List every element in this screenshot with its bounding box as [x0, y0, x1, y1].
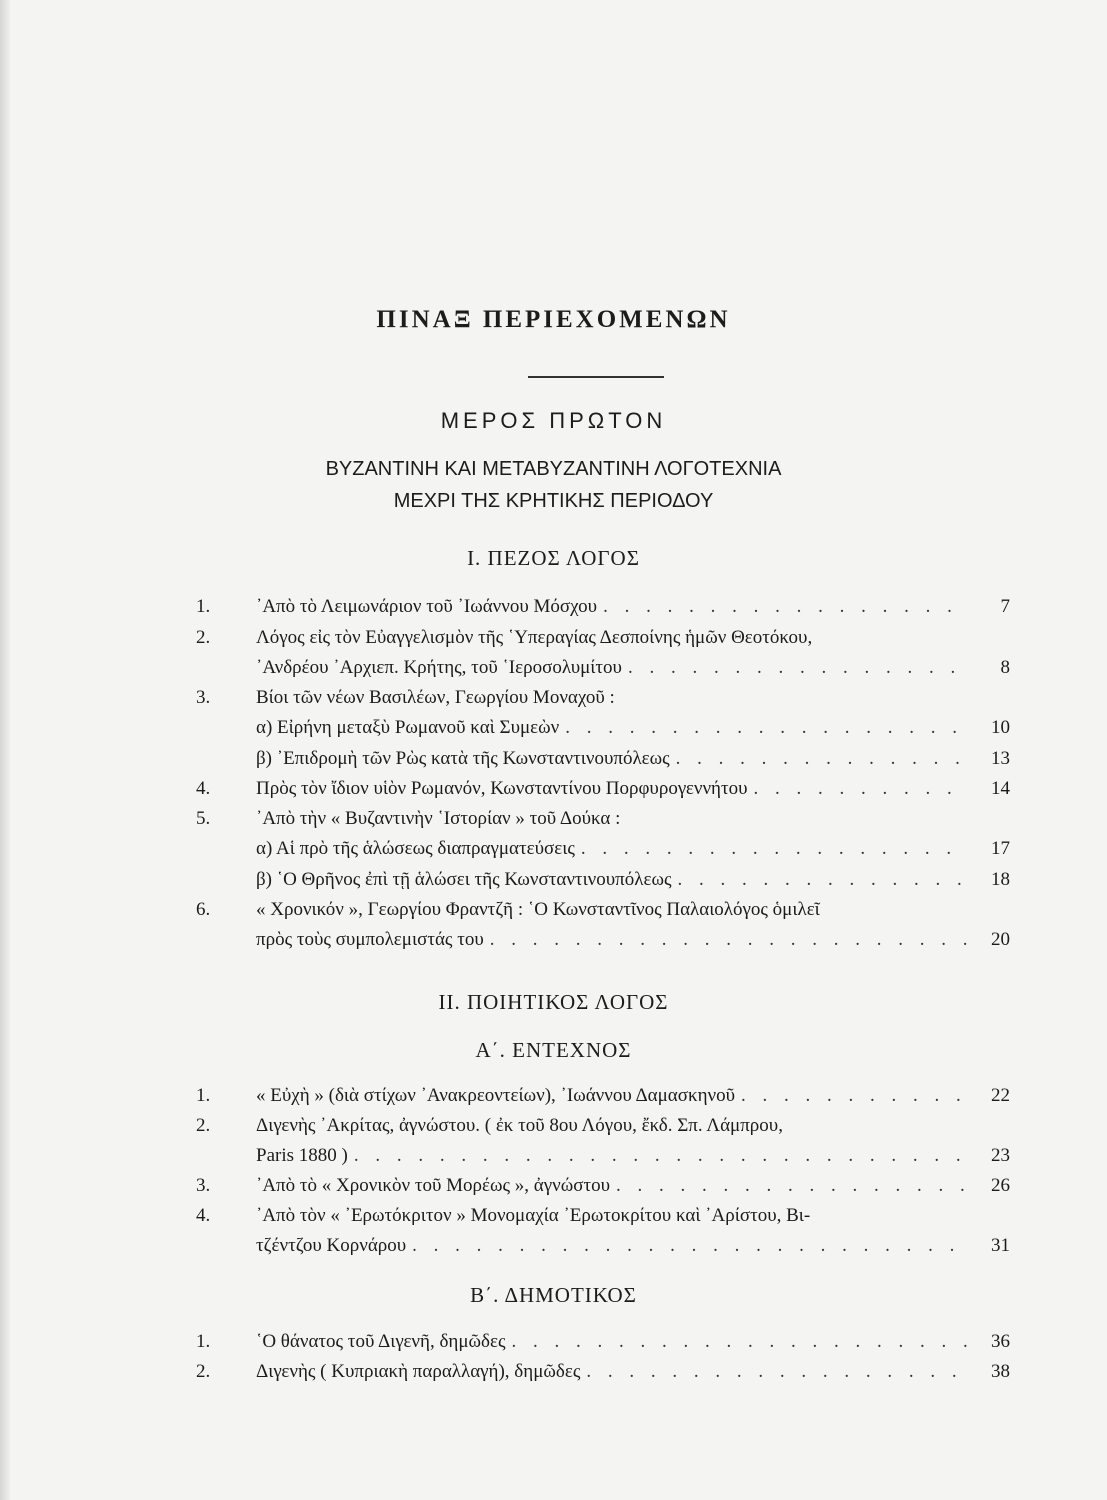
entry-number: 2.	[196, 1361, 211, 1382]
subsection-heading-dimotikos: Β΄. ΔΗΜΟΤΙΚΟΣ	[470, 1283, 637, 1307]
entry-title: ᾿Απὸ τὸ « Χρονικὸν τοῦ Μορέως », ἀγνώστου	[256, 1175, 611, 1196]
entry-page: 31	[991, 1235, 1010, 1256]
dot-leader	[754, 778, 968, 800]
entry-number: 2.	[196, 1115, 211, 1136]
entry-page: 8	[1000, 657, 1010, 678]
page-title: ΠΙΝΑΞ ΠΕΡΙΕΧΟΜΕΝΩΝ	[376, 306, 731, 333]
subentry-title: β) ῾Ο Θρῆνος ἐπὶ τῇ ἁλώσει τῆς Κωνσταντινουπόλεως	[256, 869, 672, 890]
toc-entry-continuation	[256, 657, 1010, 687]
entry-number: 3.	[196, 687, 211, 708]
entry-page: 36	[991, 1331, 1010, 1352]
toc-subentry	[256, 869, 1010, 899]
entry-title: Διγενὴς ( Κυπριακὴ παραλλαγή), δημῶδες	[256, 1361, 581, 1382]
entry-number: 4.	[196, 778, 211, 799]
entry-title: Βίοι τῶν νέων Βασιλέων, Γεωργίου Μοναχοῦ :	[256, 687, 615, 708]
entry-title: ᾿Απὸ τὸ Λειμωνάριον τοῦ ᾿Ιωάννου Μόσχου	[256, 596, 598, 617]
entry-title: ᾿Απὸ τὸν « ᾿Ερωτόκριτον » Μονομαχία ᾿Ερωτοκρίτου καὶ ᾿Αρίστου, Βι-	[256, 1205, 811, 1226]
section-heading-prose: I. ΠΕΖΟΣ ΛΟΓΟΣ	[467, 546, 640, 570]
toc-entry	[196, 1361, 1010, 1391]
dot-leader	[628, 657, 968, 679]
toc-entry	[196, 1175, 1010, 1205]
toc-entry	[196, 596, 1010, 626]
dot-leader	[678, 869, 969, 891]
entry-number: 1.	[196, 1331, 211, 1352]
dot-leader	[412, 1235, 968, 1257]
entry-title: Λόγος εἰς τὸν Εὐαγγελισμὸν τῆς ῾Υπεραγίας Δεσποίνης ἡμῶν Θεοτόκου,	[256, 627, 813, 648]
dot-leader	[581, 838, 968, 860]
toc-entry-continuation	[256, 929, 1010, 959]
entry-page: 23	[991, 1145, 1010, 1166]
dot-leader	[603, 596, 968, 618]
entry-title-cont: Paris 1880 )	[256, 1145, 348, 1166]
entry-page: 14	[991, 778, 1010, 799]
entry-number: 1.	[196, 1085, 211, 1106]
entry-page: 10	[991, 717, 1010, 738]
entry-page: 17	[991, 838, 1010, 859]
dot-leader	[512, 1331, 969, 1353]
toc-entry	[196, 1205, 1010, 1235]
entry-page: 20	[991, 929, 1010, 950]
dot-leader	[616, 1175, 968, 1197]
toc-entry-continuation	[256, 1235, 1010, 1265]
dot-leader	[354, 1145, 968, 1167]
entry-page: 18	[991, 869, 1010, 890]
toc-entry-continuation	[256, 1145, 1010, 1175]
entry-number: 6.	[196, 899, 211, 920]
subentry-title: α) Εἰρήνη μεταξὺ Ρωμανοῦ καὶ Συμεὼν	[256, 717, 560, 738]
toc-subentry	[256, 717, 1010, 747]
toc-entry	[196, 1115, 1010, 1145]
entry-title: ᾿Απὸ τὴν « Βυζαντινὴν ῾Ιστορίαν » τοῦ Δούκα :	[256, 808, 621, 829]
toc-entry	[196, 808, 1010, 838]
entry-page: 13	[991, 748, 1010, 769]
entry-page: 38	[991, 1361, 1010, 1382]
toc-entry	[196, 687, 1010, 717]
entry-title-cont: πρὸς τοὺς συμπολεμιστάς του	[256, 929, 484, 950]
part-subtitle-line2: ΜΕΧΡΙ ΤΗΣ ΚΡΗΤΙΚΗΣ ΠΕΡΙΟΔΟΥ	[393, 490, 714, 512]
toc-subentry	[256, 838, 1010, 868]
entry-page: 7	[1000, 596, 1010, 617]
subsection-heading-entechnos: Α΄. ΕΝΤΕΧΝΟΣ	[475, 1038, 632, 1062]
entry-title: « Εὐχὴ » (διὰ στίχων ᾿Ανακρεοντείων), ᾿Ιωάννου Δαμασκηνοῦ	[256, 1085, 736, 1106]
toc-entry	[196, 778, 1010, 808]
entry-number: 4.	[196, 1205, 211, 1226]
dot-leader	[586, 1361, 968, 1383]
entry-title: ῾Ο θάνατος τοῦ Διγενῆ, δημῶδες	[256, 1331, 506, 1352]
entry-number: 3.	[196, 1175, 211, 1196]
entry-number: 5.	[196, 808, 211, 829]
entry-page: 22	[991, 1085, 1010, 1106]
entry-title: « Χρονικόν », Γεωργίου Φραντζῆ : ῾Ο Κωνσταντῖνος Παλαιολόγος ὁμιλεῖ	[256, 899, 820, 920]
section-heading-poetry: II. ΠΟΙΗΤΙΚΟΣ ΛΟΓΟΣ	[438, 990, 669, 1014]
entry-page: 26	[991, 1175, 1010, 1196]
page-edge-shadow	[0, 0, 10, 1500]
entry-title: Διγενὴς ᾿Ακρίτας, ἀγνώστου. ( ἐκ τοῦ 8ου Λόγου, ἔκδ. Σπ. Λάμπρου,	[256, 1115, 783, 1136]
dot-leader	[741, 1085, 968, 1107]
dot-leader	[565, 717, 968, 739]
toc-entry	[196, 1085, 1010, 1115]
dot-leader	[676, 748, 968, 770]
toc-subentry	[256, 748, 1010, 778]
part-subtitle-line1: ΒΥΖΑΝΤΙΝΗ ΚΑΙ ΜΕΤΑΒΥΖΑΝΤΙΝΗ ΛΟΓΟΤΕΧΝΙΑ	[325, 458, 782, 480]
entry-title: Πρὸς τὸν ἴδιον υἱὸν Ρωμανόν, Κωνσταντίνου Πορφυρογεννήτου	[256, 778, 748, 799]
toc-entry	[196, 899, 1010, 929]
entry-title-cont: τζέντζου Κορνάρου	[256, 1235, 407, 1256]
subentry-title: β) ᾿Επιδρομὴ τῶν Ρὼς κατὰ τῆς Κωνσταντινουπόλεως	[256, 748, 670, 769]
toc-entry	[196, 1331, 1010, 1361]
part-title: ΜΕΡΟΣ ΠΡΩΤΟΝ	[440, 408, 667, 433]
subentry-title: α) Αἱ πρὸ τῆς ἁλώσεως διαπραγματεύσεις	[256, 838, 575, 859]
dot-leader	[490, 929, 968, 951]
entry-number: 1.	[196, 596, 211, 617]
title-rule	[528, 376, 664, 378]
entry-title-cont: ᾿Ανδρέου ᾿Αρχιεπ. Κρήτης, τοῦ ῾Ιεροσολυμίτου	[256, 657, 622, 678]
toc-entry	[196, 627, 1010, 657]
entry-number: 2.	[196, 627, 211, 648]
